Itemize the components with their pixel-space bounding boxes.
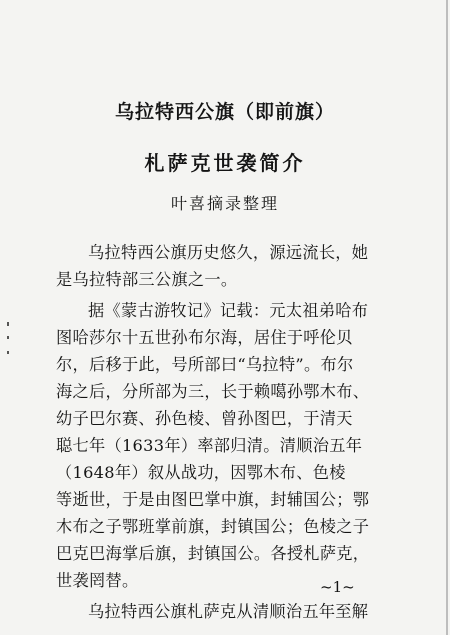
body-line-4: 图哈莎尔十五世孙布尔海，居住于呼伦贝 — [56, 328, 353, 347]
body-line-1: 乌拉特西公旗历史悠久，源远流长，她 — [88, 243, 369, 262]
body-line-6: 海之后，分所部为三，长于赖噶孙鄂木布、 — [56, 382, 370, 401]
body-line-10: 等逝世，于是由图巴掌中旗，封辅国公；鄂 — [56, 490, 370, 509]
page-edge-shadow — [446, 0, 448, 635]
compiler-credit: 叶喜摘录整理 — [170, 194, 279, 213]
body-line-7: 幼子巴尔赛、孙色棱、曾孙图巴，于清天 — [56, 409, 353, 428]
scan-speck — [7, 322, 9, 326]
body-line-9: （1648年）叙从战功，因鄂木布、色棱 — [56, 463, 346, 482]
body-line-14: 乌拉特西公旗札萨克从清顺治五年至解 — [88, 602, 369, 621]
body-line-11: 木布之子鄂班掌前旗，封镇国公；色棱之子 — [56, 517, 370, 536]
body-line-13: 世袭罔替。 — [56, 571, 139, 590]
body-line-3: 据《蒙古游牧记》记载：元太祖弟哈布 — [88, 301, 369, 320]
body-line-12: 巴克巴海掌后旗，封镇国公。各授札萨克， — [56, 544, 370, 563]
body-line-5: 尔，后移于此，号所部曰“乌拉特”。布尔 — [56, 355, 354, 374]
scan-speck — [7, 351, 9, 354]
scan-speck — [7, 336, 9, 339]
document-title: 乌拉特西公旗（即前旗） — [114, 101, 335, 123]
document-subtitle: 札萨克世袭简介 — [144, 151, 306, 175]
body-line-8: 聪七年（1633年）率部归清。清顺治五年 — [56, 436, 363, 455]
body-line-2: 是乌拉特部三公旗之一。 — [56, 270, 238, 289]
page-number: ~1~ — [320, 578, 355, 596]
